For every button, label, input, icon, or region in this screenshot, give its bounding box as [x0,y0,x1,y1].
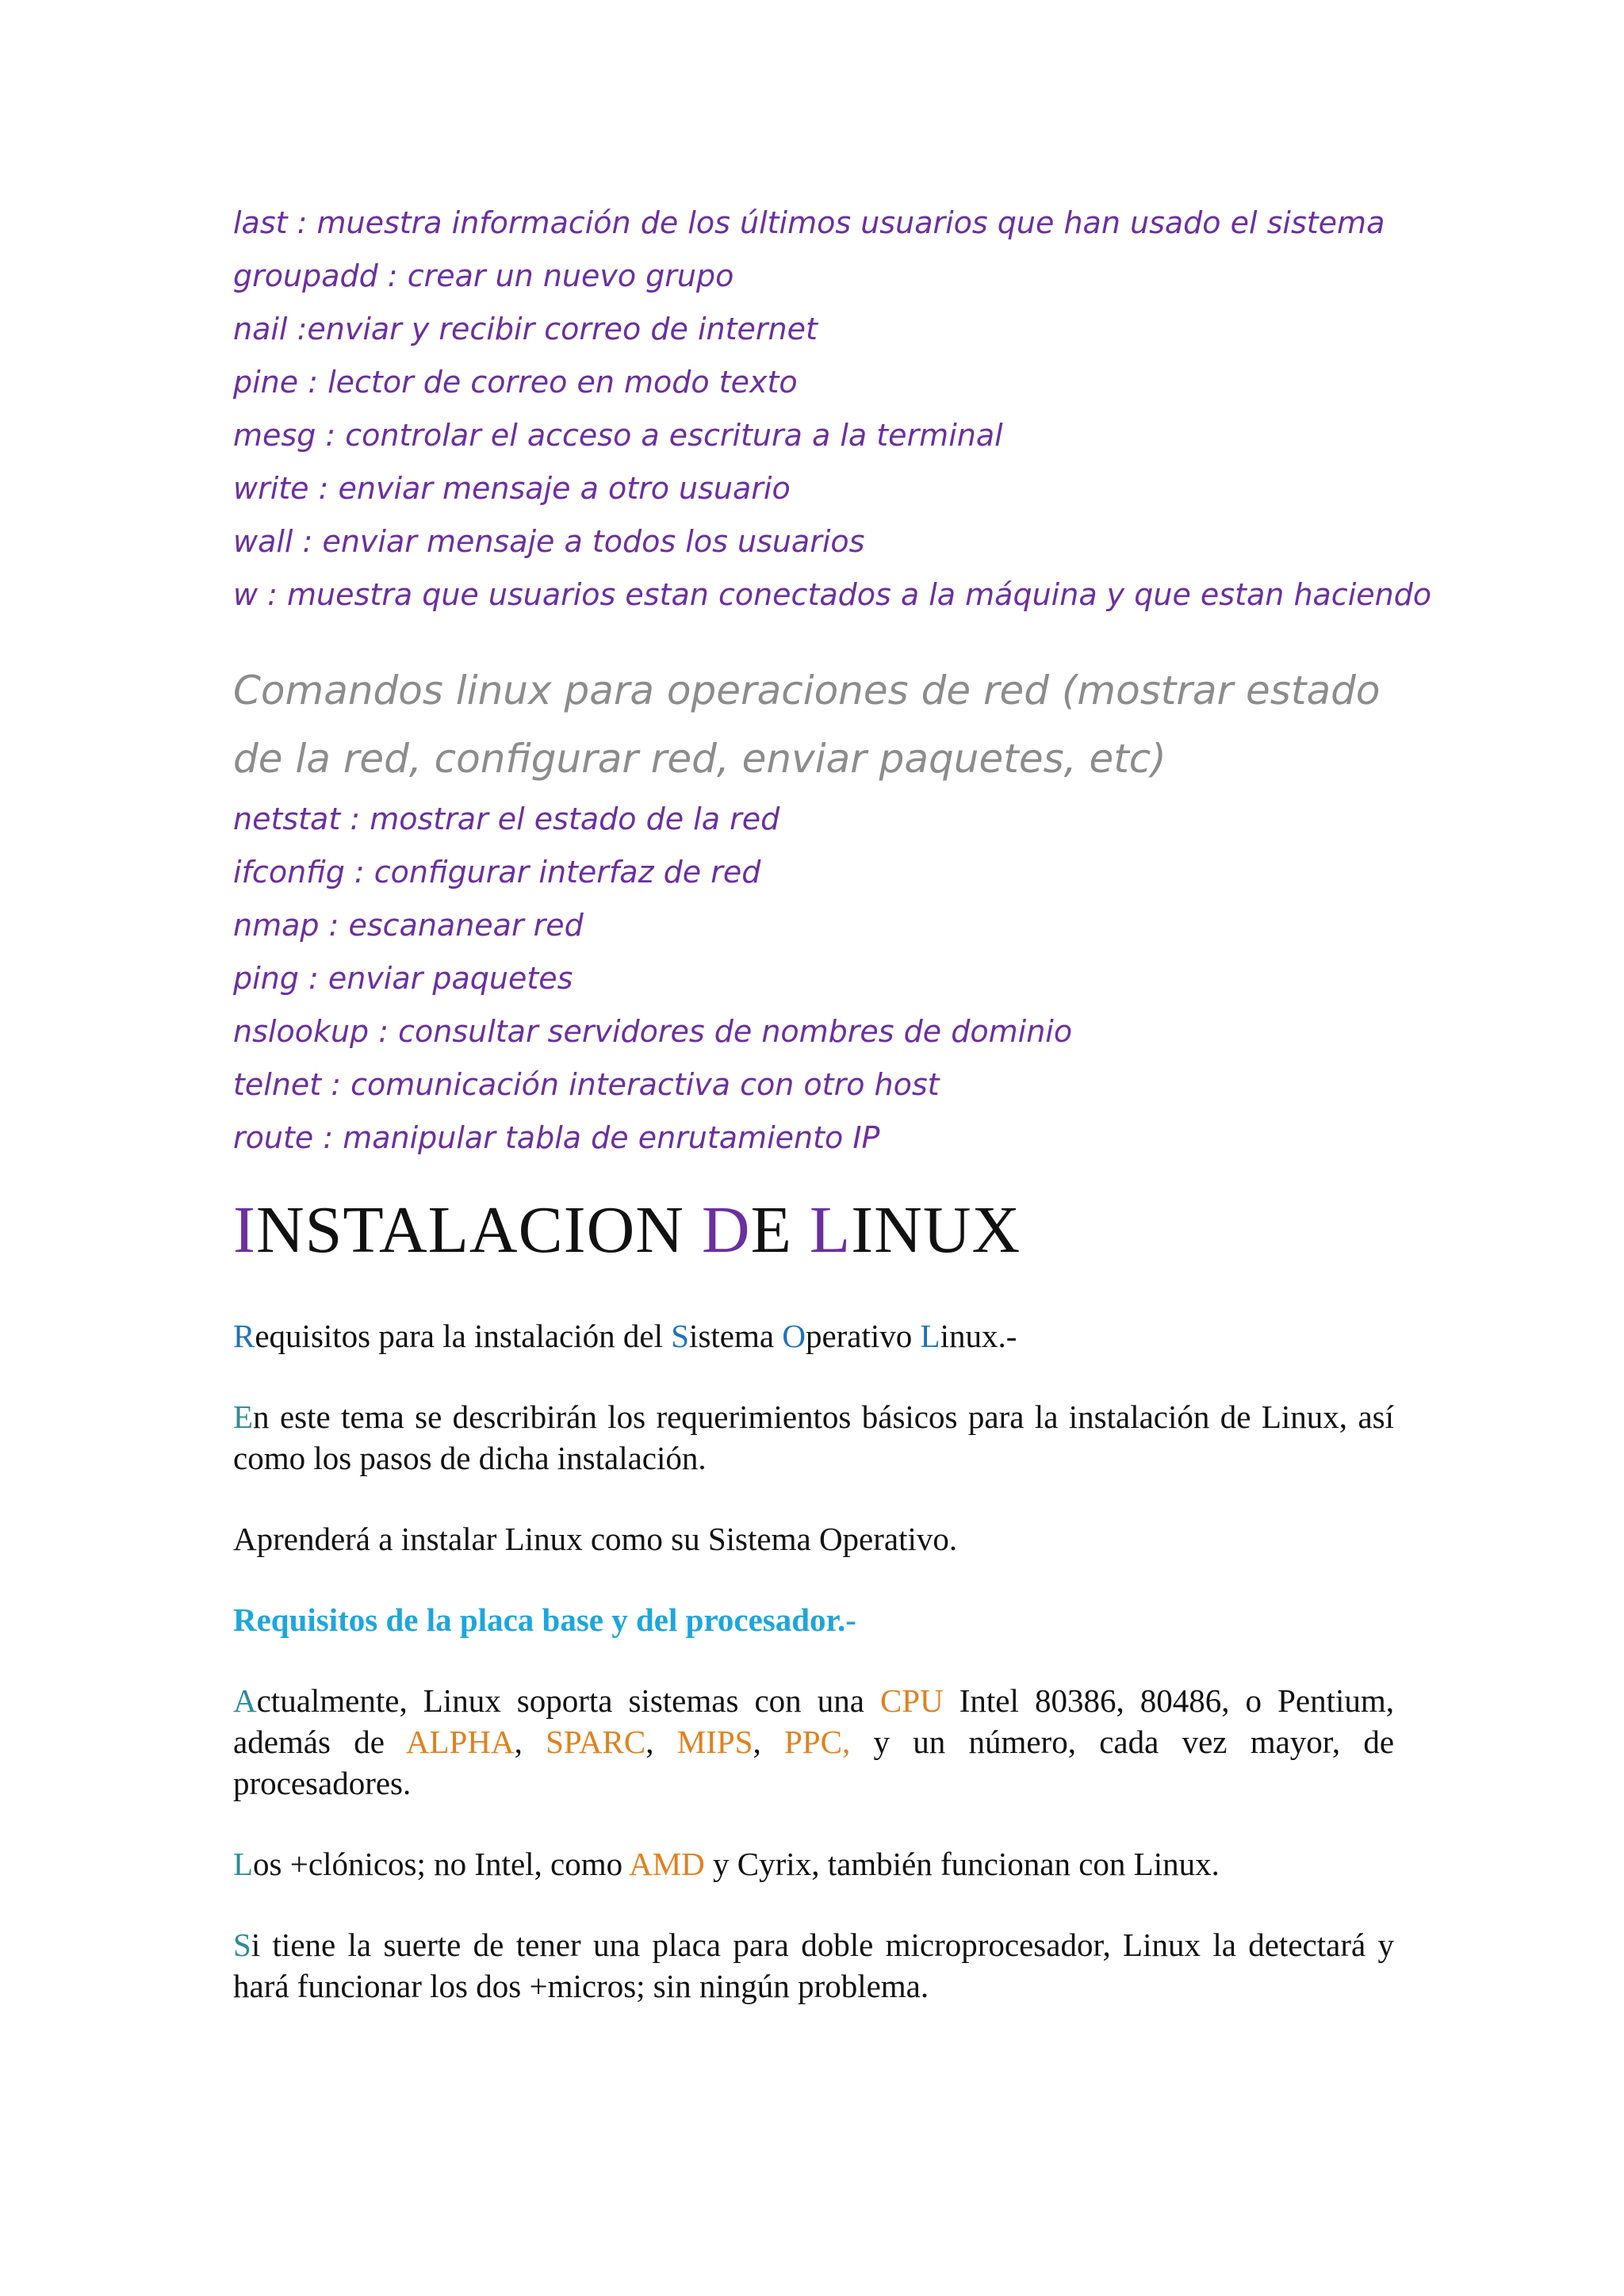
text-run: Intel 80386, 80486, o Pentium, además de [233,1682,1394,1760]
initial-letter: L [233,1846,254,1882]
title-initial: I [233,1193,256,1267]
highlighted-term: ALPHA [405,1724,515,1760]
list-item: nail :enviar y recibir correo de internet [233,312,818,346]
title-initial: D [701,1193,751,1267]
list-item: nmap : escananear red [233,908,584,943]
text-run: ctualmente, Linux soporta sistemas con una [256,1682,880,1719]
list-item: pine : lector de correo en modo texto [233,365,798,400]
installation-title [233,1187,1394,1274]
highlighted-term: PPC, [784,1724,851,1760]
highlighted-term: MIPS [676,1724,753,1760]
initial-letter: S [233,1927,251,1963]
text-run: y Cyrix, también funcionan con Linux. [704,1846,1220,1882]
list-item: wall : enviar mensaje a todos los usuarios [233,524,865,559]
initial-letter: L [920,1318,940,1354]
page-content [233,197,1432,2007]
text-run: perativo [805,1318,921,1354]
initial-letter: A [233,1682,257,1719]
text-run: i tiene la suerte de tener una placa para doble microprocesador, Linux la detectará y hará funcionar los dos +micros; sin ningún problema. [233,1927,1394,2004]
list-item: telnet : comunicación interactiva con otro host [233,1067,940,1102]
cpu-paragraph [233,1680,1394,1804]
learn-paragraph: Aprenderá a instalar Linux como su Sistema Operativo. [233,1521,958,1557]
title-text: INUX [851,1193,1021,1267]
text-run: , [753,1724,784,1760]
list-item: route : manipular tabla de enrutamiento IP [233,1120,880,1155]
requirements-intro-title [233,1315,1394,1357]
list-item: netstat : mostrar el estado de la red [233,802,780,836]
list-item: ping : enviar paquetes [233,961,573,996]
text-run: , [645,1724,677,1760]
list-item: last : muestra información de los últimos usuarios que han usado el sistema [233,205,1385,240]
text-run: istema [689,1318,783,1354]
highlighted-term: AMD [629,1846,705,1882]
motherboard-requirements-heading: Requisitos de la placa base y del procesador.- [233,1601,856,1638]
text-run: equisitos para la instalación del [255,1318,672,1354]
list-item: ifconfig : configurar interfaz de red [233,855,761,890]
list-item: mesg : controlar el acceso a escritura a la terminal [233,418,1003,453]
initial-letter: E [233,1399,254,1435]
text-run: y un número, cada vez mayor, de procesadores. [233,1724,1395,1801]
title-text: E [750,1193,810,1267]
highlighted-term: CPU [879,1682,944,1719]
dual-processor-paragraph [233,1924,1394,2007]
title-initial: L [809,1193,852,1267]
text-run: os +clónicos; no Intel, como [253,1846,630,1882]
highlighted-term: SPARC [546,1724,646,1760]
intro-paragraph [233,1396,1394,1479]
clones-paragraph [233,1843,1394,1885]
title-text: NSTALACION [255,1193,702,1267]
initial-letter: S [671,1318,690,1354]
list-item: write : enviar mensaje a otro usuario [233,471,791,506]
list-item: groupadd : crear un nuevo grupo [233,258,734,293]
text-run: n este tema se describirán los requerimientos básicos para la instalación de Linux, así como los pasos de dicha instalación. [233,1399,1394,1476]
initial-letter: R [233,1318,255,1354]
network-commands-heading: Comandos linux para operaciones de red (mostrar estado de la red, configurar red, enviar paquetes, etc) [233,668,1381,782]
text-run: , [514,1724,546,1760]
text-run: inux.- [940,1318,1017,1354]
list-item: nslookup : consultar servidores de nombres de dominio [233,1014,1073,1049]
initial-letter: O [782,1318,806,1354]
list-item: w : muestra que usuarios estan conectados a la máquina y que estan haciendo [233,577,1432,612]
network-commands-list [233,793,1394,1165]
user-commands-list [233,197,1432,622]
